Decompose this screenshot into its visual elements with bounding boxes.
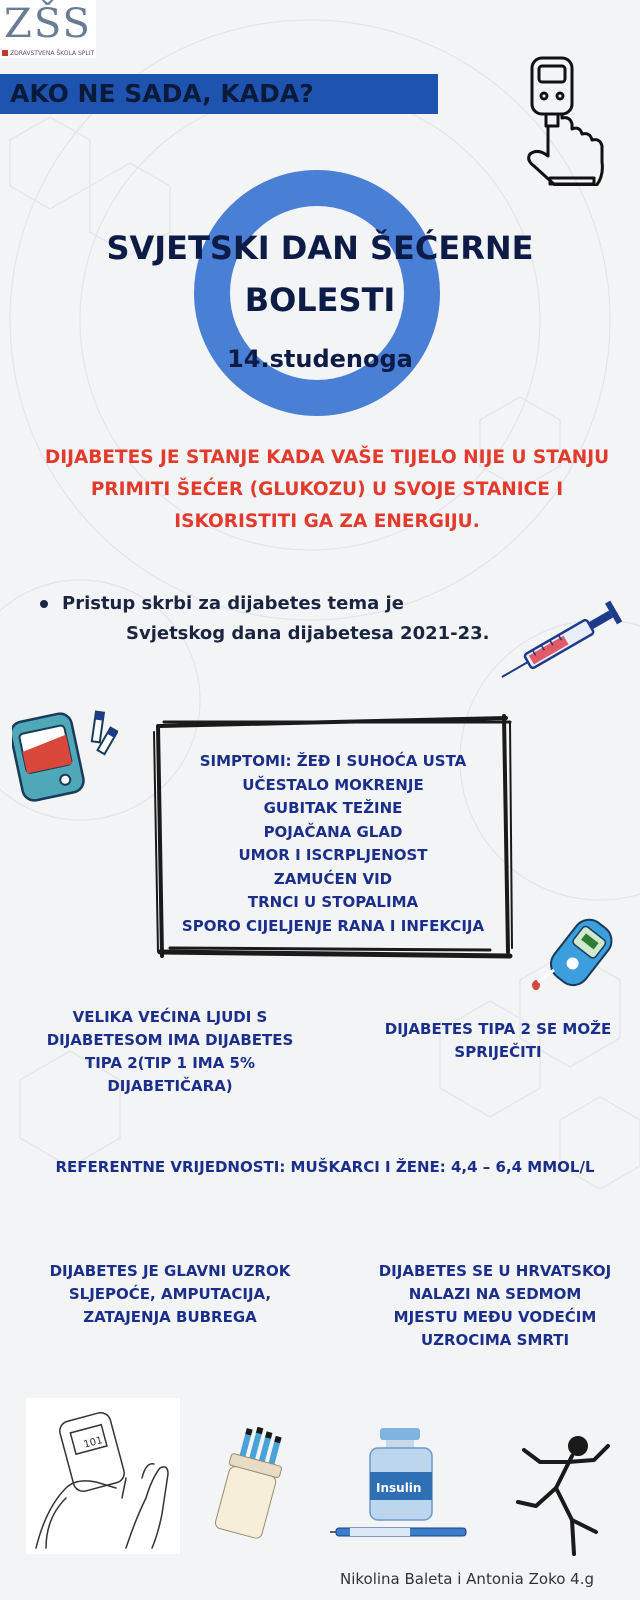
page-title: [40, 222, 600, 326]
definition-line-1: DIJABETES JE STANJE KADA VAŠE TIJELO NIJE U STANJU: [44, 447, 610, 468]
fact-line: UZROCIMA SMRTI: [420, 1331, 570, 1349]
title-line-1: SVJETSKI DAN ŠEĆERNE: [106, 229, 534, 267]
logo-letters: ZŠS: [4, 1, 92, 47]
causes-fact: [30, 1260, 310, 1329]
fact-line: SPRIJEČITI: [454, 1043, 542, 1061]
fact-line: ZATAJENJA BUBREGA: [83, 1308, 257, 1326]
fact-line: VELIKA VEĆINA LJUDI S: [72, 1008, 268, 1026]
fact-line: TIPA 2(TIP 1 IMA 5%: [84, 1054, 256, 1072]
symptom-item: UMOR I ISCRPLJENOST: [238, 846, 428, 864]
fact-line: DIJABETES JE GLAVNI UZROK: [49, 1262, 291, 1280]
hands-glucometer-icon: [26, 1398, 180, 1554]
title-line-2: BOLESTI: [244, 281, 396, 319]
fact-line: DIJABETES TIPA 2 SE MOŽE: [384, 1020, 612, 1038]
bullet-dot-icon: [40, 600, 48, 608]
author-credit: Nikolina Baleta i Antonia Zoko 4.g: [340, 1570, 595, 1588]
logo-flag-icon: [2, 50, 8, 56]
glucose-meter-drop-icon: [524, 916, 620, 1000]
symptom-item: SIMPTOMI: ŽEĐ I SUHOĆA USTA: [199, 752, 467, 770]
theme-line-2: Svjetskog dana dijabetesa 2021-23.: [126, 623, 490, 644]
definition-line-3: ISKORISTITI GA ZA ENERGIJU.: [174, 511, 480, 532]
fact-line: DIJABETESOM IMA DIJABETES: [46, 1031, 294, 1049]
symptom-item: UČESTALO MOKRENJE: [242, 775, 424, 794]
symptom-item: GUBITAK TEŽINE: [263, 799, 403, 817]
symptom-item: ZAMUĆEN VID: [273, 869, 393, 888]
fact-line: DIJABETES SE U HRVATSKOJ: [378, 1262, 612, 1280]
type2-preventable-fact: [370, 1018, 626, 1064]
fact-line: MJESTU MEĐU VODEĆIM: [393, 1308, 597, 1326]
banner-title: AKO NE SADA, KADA?: [10, 79, 314, 108]
fact-line: SLJEPOĆE, AMPUTACIJA,: [68, 1285, 272, 1303]
diabetes-definition: [14, 442, 640, 538]
insulin-vial-pen-icon: [330, 1424, 476, 1548]
definition-line-2: PRIMITI ŠEĆER (GLUKOZU) U SVOJE STANICE I: [90, 479, 564, 500]
hands-glucometer-sketch: [26, 1398, 180, 1554]
glucometer-strips-icon: [12, 706, 118, 802]
running-man-sketch-icon: [506, 1432, 616, 1564]
reference-values: REFERENTNE VRIJEDNOSTI: MUŠKARCI I ŽENE: 4,4 – 6,4 MMOL/L: [55, 1158, 595, 1176]
symptom-item: POJAČANA GLAD: [263, 822, 403, 841]
syringe-icon: [492, 594, 640, 686]
type2-majority-fact: [30, 1006, 310, 1098]
croatia-fact: [360, 1260, 630, 1352]
glucometer-finger-icon: [520, 54, 612, 186]
symptoms-list: [160, 750, 506, 938]
glucometer-screen-reading: 101: [82, 1435, 104, 1451]
theme-line-1: Pristup skrbi za dijabetes tema je: [62, 593, 404, 614]
fact-line: NALAZI NA SEDMOM: [408, 1285, 582, 1303]
logo-subtitle: ZDRAVSTVENA ŠKOLA SPLIT: [10, 50, 95, 57]
fact-line: DIJABETIČARA): [107, 1077, 233, 1095]
insulin-label: Insulin: [376, 1481, 422, 1495]
symptom-item: TRNCI U STOPALIMA: [247, 893, 419, 911]
event-date: 14.studenoga: [227, 345, 413, 373]
test-strips-container-icon: [208, 1424, 298, 1546]
symptom-item: SPORO CIJELJENJE RANA I INFEKCIJA: [181, 916, 485, 935]
